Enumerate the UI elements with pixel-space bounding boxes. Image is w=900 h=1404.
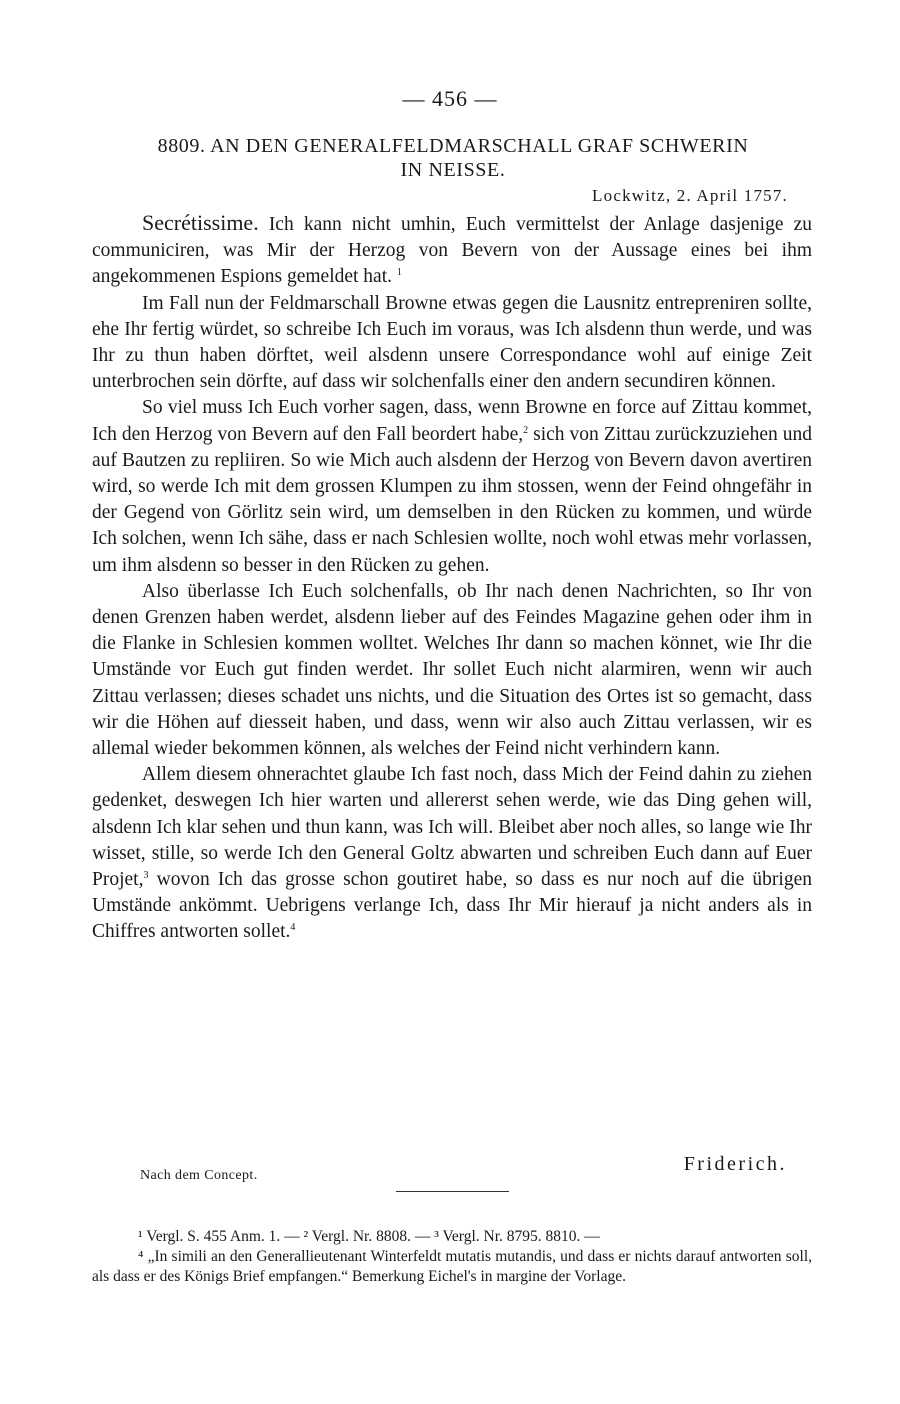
paragraph-2: Im Fall nun der Feldmarschall Browne etwas gegen die Lausnitz entrepreniren sollte, ehe Ihr fertig würdet, so schreibe Ich Euch im voraus, was Ich alsdenn thun werde, und was Ihr zu thun haben dörftet, weil alsdenn unsere Correspondance wohl auf einige Zeit unterbrochen sein dörfte, auf dass wir solchenfalls einer den andern secundiren können. [92, 292, 812, 393]
footnote-ref-4: 4 [290, 922, 296, 934]
paragraph-3-text-a: So viel muss Ich Euch vorher sagen, dass, wenn Browne en force auf Zittau kommet, Ich den Herzog von Bevern auf den Fall beordert habe, [92, 397, 812, 445]
page-number: — 456 — [402, 86, 498, 111]
letter-heading-line-2: IN NEISSE. [400, 159, 506, 181]
signature: Friderich. [683, 1153, 787, 1175]
paragraph-5-text-a: Allem diesem ohnerachtet glaube Ich fast noch, dass Mich der Feind dahin zu ziehen gedenket, deswegen Ich hier warten und allererst sehen werde, wie das Ding gehen will, alsdenn Ich klar sehen und thun kann, was Ich will. Bleibet aber noch alles, so lange wie Ihr wisset, stille, so werde Ich den General Goltz abwarten und schreiben Euch dann auf Euer Projet, [92, 764, 812, 891]
paragraph-1-text: Ich kann nicht umhin, Euch vermittelst der Anlage dasjenige zu communiciren, was Mir der Herzog von Bevern von der Aussage eines bei ihm angekommenen Espions gemeldet hat. [92, 214, 812, 288]
footnote-line-2: ⁴ „In simili an den Generallieutenant Winterfeldt mutatis mutandis, und dass er nichts darauf antworten soll, als dass er des Königs Brief empfangen.“ Bemerkung Eichel's in margine der Vorlage. [92, 1248, 812, 1285]
letter-body [92, 210, 812, 946]
paragraph-5 [92, 762, 812, 945]
source-note: Nach dem Concept. [140, 1168, 258, 1183]
footnote-separator [396, 1191, 509, 1192]
letter-heading [92, 134, 814, 182]
paragraph-3-text-b: sich von Zittau zurückzuziehen und auf Bautzen zu repliiren. So wie Mich auch alsdenn der Herzog von Bevern davon avertiren wird, so werde Ich mit dem grossen Klumpen zu ihm stossen, wenn der Feind ohngefähr in der Gegend von Görlitz sein wird, um demselben in den Rücken zu kommen, und würde Ich solchen, wenn Ich sähe, dass er nach Schlesien wollte, noch wohl etwas mehr vorlassen, um ihm alsdenn so besser in den Rücken zu gehen. [92, 423, 812, 576]
footnotes [92, 1227, 812, 1287]
paragraph-4: Also überlasse Ich Euch solchenfalls, ob Ihr nach denen Nachrichten, so Ihr von denen Grenzen haben werdet, alsdenn lieber auf des Feindes Magazine gehen oder ihm in die Flanke in Schlesien kommen wolltet. Welches Ihr dann so machen könnet, wie Ihr die Umstände vor Euch gut finden werdet. Ihr sollet Euch nicht alarmiren, wenn wir auch Zittau verlassen; dieses schadet uns nichts, und die Situation des Ortes ist so gemacht, dass wir die Höhen auf diesseit haben, und dass, wenn wir also auch Zittau verlassen, wir es allemal wieder bekommen können, als welches der Feind nicht verhindern kann. [92, 580, 812, 760]
footnote-ref-3: 3 [143, 870, 149, 882]
letter-heading-line-1: 8809. AN DEN GENERALFELDMARSCHALL GRAF SCHWERIN [157, 135, 749, 157]
footnote-ref-2: 2 [523, 424, 529, 436]
paragraph-3 [92, 395, 812, 578]
paragraph-5-text-b: wovon Ich das grosse schon goutiret habe, so dass es nur noch auf die übrigen Umstände ankömmt. Uebrigens verlange Ich, dass Ihr Mir hierauf ja nicht anders als in Chiffres antworten sollet. [92, 869, 812, 943]
dateline: Lockwitz, 2. April 1757. [592, 186, 788, 205]
salutation: Secrétissime. [142, 210, 259, 235]
footnote-ref-1: 1 [396, 267, 402, 279]
paragraph-1 [92, 210, 812, 291]
footnote-line-1: ¹ Vergl. S. 455 Anm. 1. — ² Vergl. Nr. 8808. — ³ Vergl. Nr. 8795. 8810. — [138, 1228, 600, 1245]
